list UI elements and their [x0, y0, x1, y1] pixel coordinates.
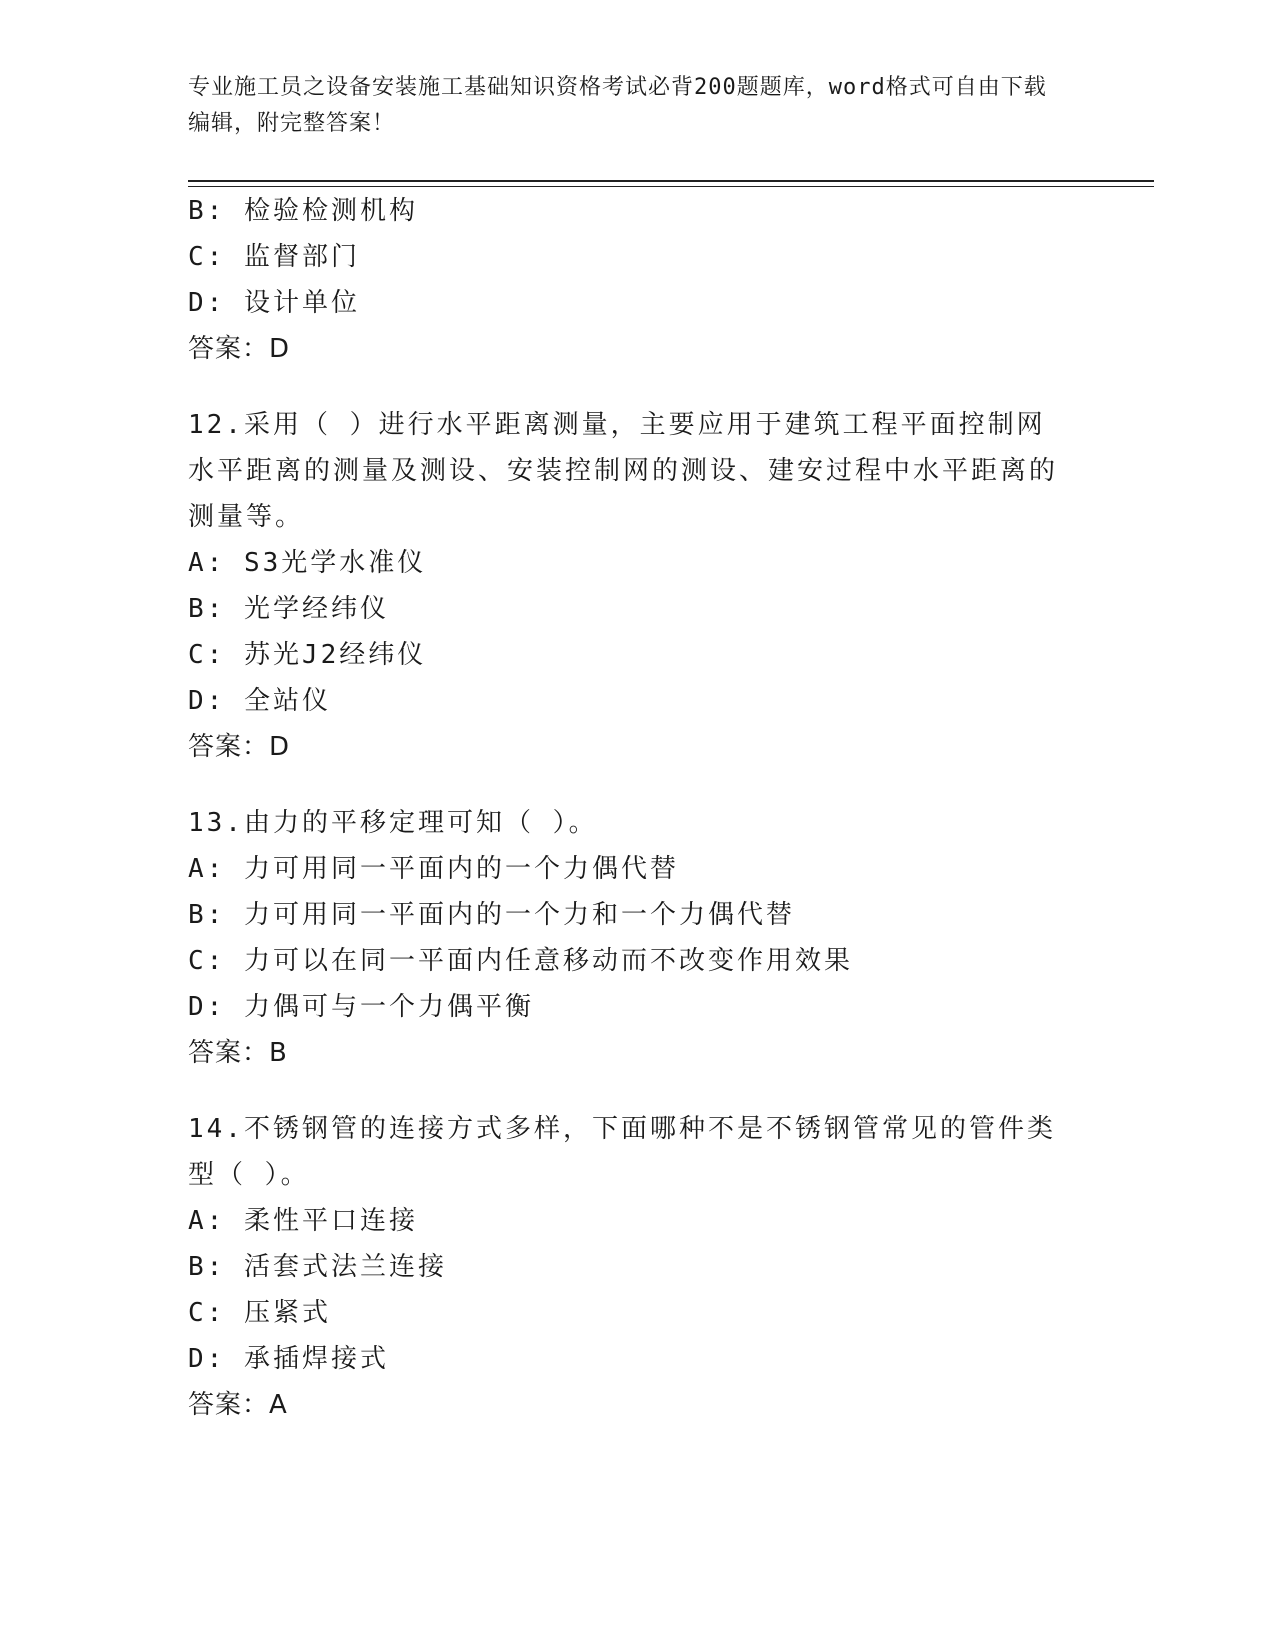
option-c: C: 监督部门 — [188, 242, 360, 272]
question-12 — [188, 402, 1088, 770]
header-divider — [188, 180, 1154, 182]
option-d: D: 全站仪 — [188, 686, 331, 716]
option-d: D: 设计单位 — [188, 288, 360, 318]
option-b: B: 光学经纬仪 — [188, 594, 389, 624]
question-13 — [188, 800, 1088, 1076]
option-b: B: 活套式法兰连接 — [188, 1252, 447, 1282]
question-14 — [188, 1106, 1088, 1428]
option-a: A: 柔性平口连接 — [188, 1206, 418, 1236]
header-divider-thin — [188, 186, 1154, 187]
option-c: C: 苏光J2经纬仪 — [188, 640, 427, 670]
document-header: 专业施工员之设备安装施工基础知识资格考试必背200题题库，word格式可自由下载编辑，附完整答案！ — [188, 75, 1047, 136]
answer-line: 答案：D — [188, 732, 291, 762]
question-stem: 13.由力的平移定理可知（ ）。 — [188, 808, 598, 838]
previous-question-tail — [188, 188, 1088, 372]
option-a: A: S3光学水准仪 — [188, 548, 427, 578]
option-b: B: 力可用同一平面内的一个力和一个力偶代替 — [188, 900, 795, 930]
option-d: D: 承插焊接式 — [188, 1344, 389, 1374]
option-c: C: 压紧式 — [188, 1298, 331, 1328]
question-stem: 14.不锈钢管的连接方式多样，下面哪种不是不锈钢管常见的管件类型（ ）。 — [188, 1114, 1056, 1190]
answer-line: 答案：D — [188, 334, 291, 364]
option-b: B: 检验检测机构 — [188, 196, 418, 226]
answer-line: 答案：B — [188, 1038, 288, 1068]
option-d: D: 力偶可与一个力偶平衡 — [188, 992, 534, 1022]
question-content — [188, 188, 1088, 1428]
question-stem: 12.采用（ ）进行水平距离测量，主要应用于建筑工程平面控制网水平距离的测量及测设、安装控制网的测设、建安过程中水平距离的测量等。 — [188, 410, 1059, 532]
answer-line: 答案：A — [188, 1390, 288, 1420]
option-c: C: 力可以在同一平面内任意移动而不改变作用效果 — [188, 946, 853, 976]
option-a: A: 力可用同一平面内的一个力偶代替 — [188, 854, 679, 884]
